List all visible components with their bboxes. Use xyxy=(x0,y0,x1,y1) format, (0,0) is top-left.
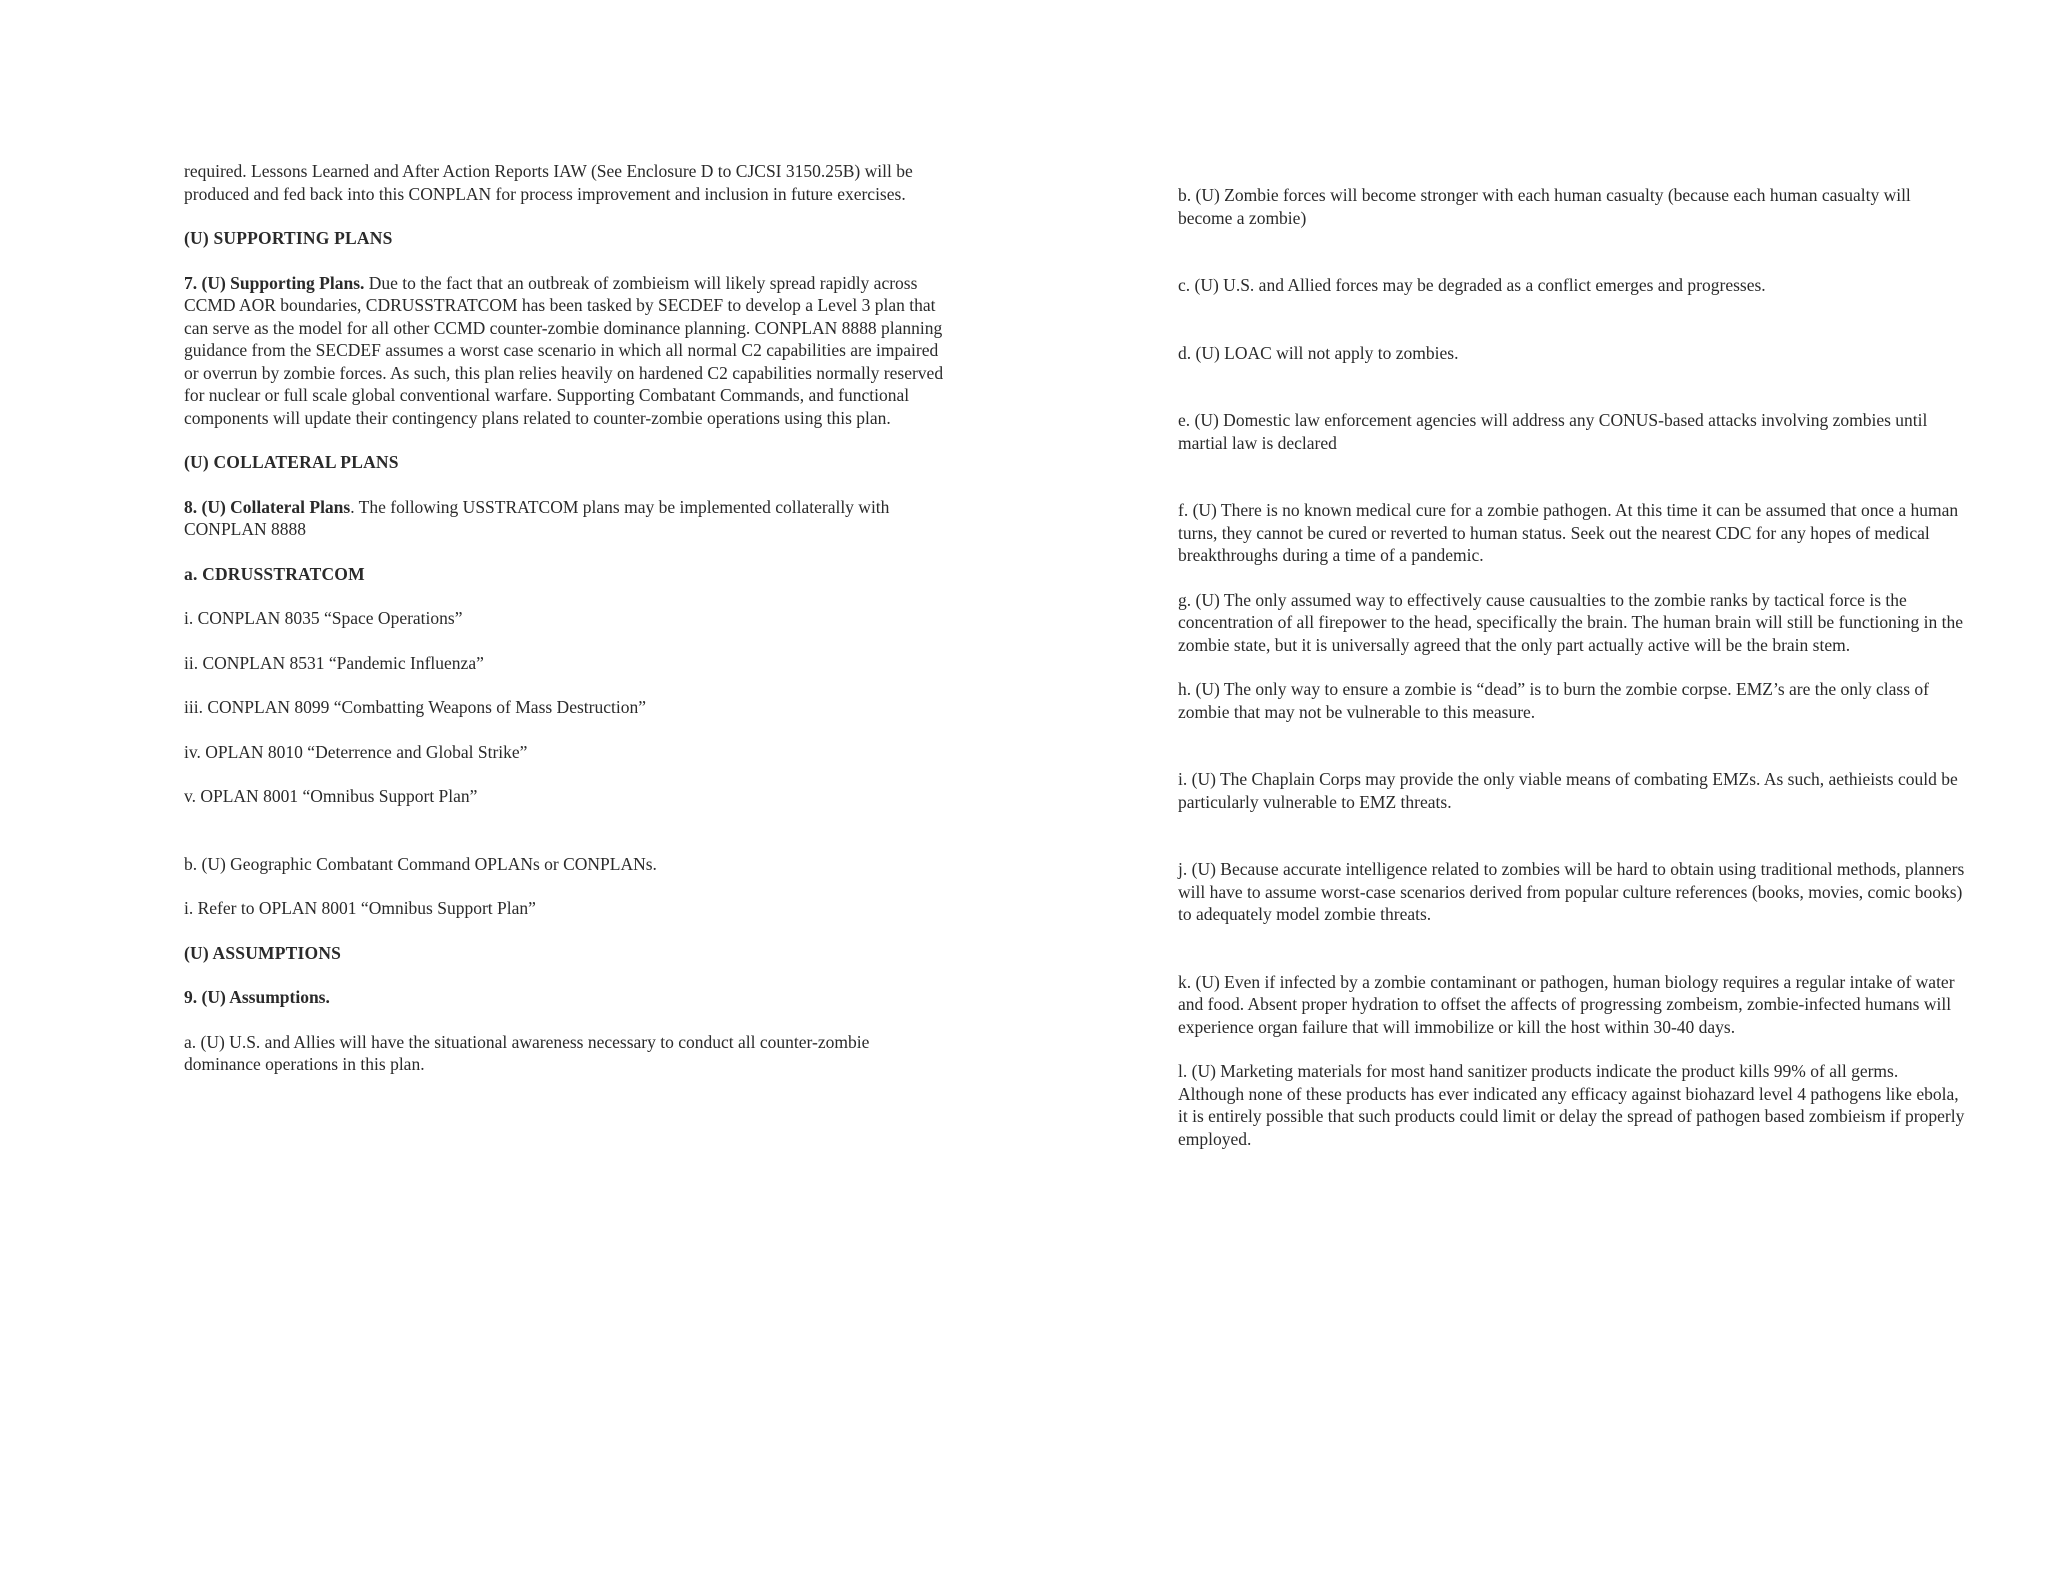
right-page-text-column xyxy=(1178,184,1966,1150)
right-page xyxy=(1024,0,2048,1582)
assumption-e: e. (U) Domestic law enforcement agencies will address any CONUS-based attacks involving zombies until martial law is declared xyxy=(1178,410,1928,453)
paragraph-7 xyxy=(184,272,944,430)
assumption-c: c. (U) U.S. and Allied forces may be degraded as a conflict emerges and progresses. xyxy=(1178,275,1766,295)
assumption-i: i. (U) The Chaplain Corps may provide the only viable means of combating EMZs. As such, aethieists could be particularly vulnerable to EMZ threats. xyxy=(1178,769,1958,812)
assumption-g: g. (U) The only assumed way to effectively cause causualties to the zombie ranks by tactical force is the concentration of all firepower to the head, specifically the brain. The human brain will still be functioning in the zombie state, but it is universally agreed that the only part actually active will be the brain stem. xyxy=(1178,589,1963,655)
assumption-j: j. (U) Because accurate intelligence related to zombies will be hard to obtain using traditional methods, planners will have to assume worst-case scenarios derived from popular culture references (books, movies, comic books) to adequately model zombie threats. xyxy=(1178,859,1965,924)
paragraph-7-label: 7. (U) Supporting Plans. xyxy=(184,272,365,293)
subheading-geographic-commands: b. (U) Geographic Combatant Command OPLANs or CONPLANs. xyxy=(184,853,657,874)
assumption-d: d. (U) LOAC will not apply to zombies. xyxy=(1178,342,1459,363)
assumption-a: a. (U) U.S. and Allies will have the situational awareness necessary to conduct all counter-zombie dominance operations in this plan. xyxy=(184,1031,870,1074)
heading-supporting-plans: (U) SUPPORTING PLANS xyxy=(184,228,393,248)
heading-assumptions: (U) ASSUMPTIONS xyxy=(184,942,342,963)
left-page-text-column xyxy=(184,160,944,1076)
paragraph-8-label: 8. (U) Collateral Plans xyxy=(184,496,351,517)
paragraph-7-text: Due to the fact that an outbreak of zombieism will likely spread rapidly across CCMD AOR boundaries, CDRUSSTRATCOM has been tasked by SECDEF to develop a Level 3 plan that can serve as the model for all other CCMD counter-zombie dominance planning. CONPLAN 8888 planning guidance from the SECDEF assumes a worst case scenario in which all normal C2 capabilities are impaired or overrun by zombie forces. As such, this plan relies heavily on hardened C2 capabilities normally reserved for nuclear or full scale global conventional warfare. Supporting Combatant Commands, and functional components will update their contingency plans related to counter-zombie operations using this plan. xyxy=(184,272,944,428)
paragraph-8 xyxy=(184,496,944,541)
plan-list-item: iv. OPLAN 8010 “Deterrence and Global Strike” xyxy=(184,741,528,762)
paragraph-9-label: 9. (U) Assumptions. xyxy=(184,987,330,1007)
assumption-k: k. (U) Even if infected by a zombie contaminant or pathogen, human biology requires a regular intake of water and food. Absent proper hydration to offset the affects of progressing zombeism, zombie-infected humans will experience organ failure that will immobilize or kill the host within 30-40 days. xyxy=(1178,971,1955,1037)
assumption-b: b. (U) Zombie forces will become stronger with each human casualty (because each human casualty will become a zombie) xyxy=(1178,185,1911,228)
assumption-l: l. (U) Marketing materials for most hand sanitizer products indicate the product kills 99% of all germs. Although none of these products has ever indicated any efficacy against biohazard level 4 pathogens like ebola, it is entirely possible that such products could limit or delay the spread of pathogen based zombieism if properly employed. xyxy=(1178,1061,1965,1149)
subheading-cdrusstratcom: a. CDRUSSTRATCOM xyxy=(184,563,365,584)
plan-list-item: ii. CONPLAN 8531 “Pandemic Influenza” xyxy=(184,652,484,673)
assumption-f: f. (U) There is no known medical cure for a zombie pathogen. At this time it can be assumed that once a human turns, they cannot be cured or reverted to human status. Seek out the nearest CDC for any hopes of medical breakthroughs during a time of a pandemic. xyxy=(1178,500,1959,565)
plan-list-item: i. CONPLAN 8035 “Space Operations” xyxy=(184,608,463,628)
intro-paragraph: required. Lessons Learned and After Action Reports IAW (See Enclosure D to CJCSI 3150.25B) will be produced and fed back into this CONPLAN for process improvement and inclusion in future exercises. xyxy=(184,161,913,204)
plan-list-item: iii. CONPLAN 8099 “Combatting Weapons of Mass Destruction” xyxy=(184,697,646,717)
paragraph-8-text: . The following USSTRATCOM plans may be implemented collaterally with CONPLAN 8888 xyxy=(184,496,890,539)
assumption-h: h. (U) The only way to ensure a zombie is “dead” is to burn the zombie corpse. EMZ’s are the only class of zombie that may not be vulnerable to this measure. xyxy=(1178,679,1929,722)
plan-list-item: i. Refer to OPLAN 8001 “Omnibus Support Plan” xyxy=(184,898,536,918)
heading-collateral-plans: (U) COLLATERAL PLANS xyxy=(184,452,399,472)
plan-list-item: v. OPLAN 8001 “Omnibus Support Plan” xyxy=(184,786,478,806)
